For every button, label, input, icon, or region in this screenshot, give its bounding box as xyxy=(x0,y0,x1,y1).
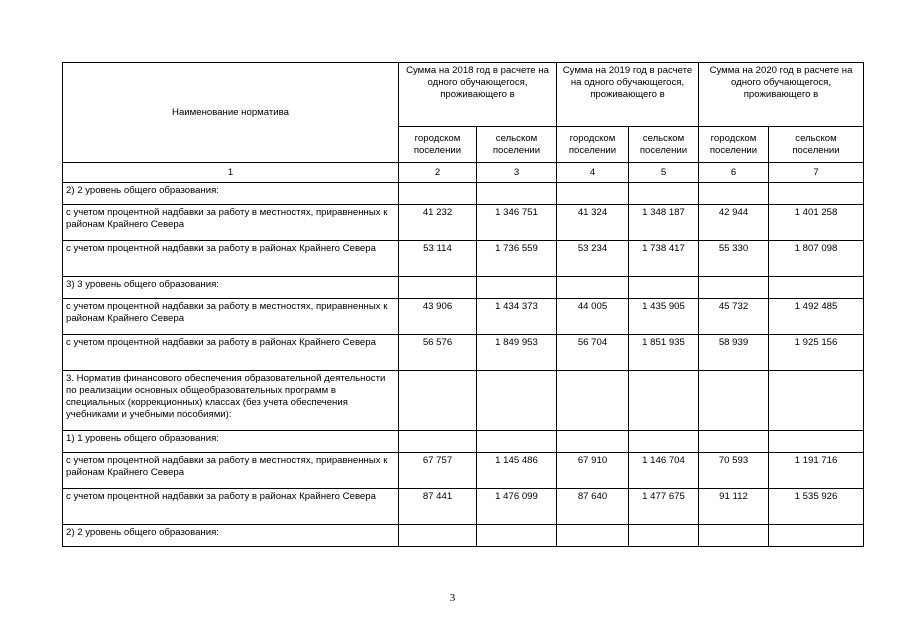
row-value: 1 535 926 xyxy=(769,489,864,525)
row-value: 56 704 xyxy=(557,335,629,371)
table-row xyxy=(63,241,864,277)
row-label: с учетом процентной надбавки за работу в районах Крайнего Севера xyxy=(63,335,399,371)
row-value: 53 114 xyxy=(399,241,477,277)
row-label: с учетом процентной надбавки за работу в районах Крайнего Севера xyxy=(63,489,399,525)
row-value xyxy=(629,431,699,453)
row-label: с учетом процентной надбавки за работу в местностях, приравненных к районам Крайнего Севера xyxy=(63,299,399,335)
header-urban-2018: городском поселении xyxy=(399,127,477,163)
row-value xyxy=(399,277,477,299)
row-value xyxy=(769,431,864,453)
row-value xyxy=(699,525,769,547)
header-year-2018: Сумма на 2018 год в расчете на одного обучающегося, проживающего в xyxy=(399,63,557,127)
row-value: 53 234 xyxy=(557,241,629,277)
header-year-2020: Сумма на 2020 год в расчете на одного обучающегося, проживающего в xyxy=(699,63,864,127)
row-label: 3) 3 уровень общего образования: xyxy=(63,277,399,299)
row-value: 42 944 xyxy=(699,205,769,241)
column-number: 2 xyxy=(399,163,477,183)
table-row xyxy=(63,453,864,489)
row-value: 67 910 xyxy=(557,453,629,489)
row-value: 41 324 xyxy=(557,205,629,241)
header-rural-2020: сельском поселении xyxy=(769,127,864,163)
table-row xyxy=(63,525,864,547)
row-value: 44 005 xyxy=(557,299,629,335)
header-year-2019: Сумма на 2019 год в расчете на одного обучающегося, проживающего в xyxy=(557,63,699,127)
table-row xyxy=(63,299,864,335)
row-value: 1 435 905 xyxy=(629,299,699,335)
norms-table xyxy=(62,62,864,547)
row-value xyxy=(557,183,629,205)
row-value xyxy=(769,525,864,547)
row-value xyxy=(699,431,769,453)
column-number: 1 xyxy=(63,163,399,183)
row-value xyxy=(629,371,699,431)
row-value xyxy=(769,277,864,299)
row-value xyxy=(557,277,629,299)
table-row xyxy=(63,489,864,525)
header-rural-2019: сельском поселении xyxy=(629,127,699,163)
row-value: 87 640 xyxy=(557,489,629,525)
row-value xyxy=(769,183,864,205)
row-value xyxy=(399,525,477,547)
row-value: 1 145 486 xyxy=(477,453,557,489)
row-value xyxy=(557,371,629,431)
row-value: 41 232 xyxy=(399,205,477,241)
row-label: с учетом процентной надбавки за работу в местностях, приравненных к районам Крайнего Севера xyxy=(63,205,399,241)
row-value xyxy=(399,371,477,431)
row-value xyxy=(399,183,477,205)
row-value xyxy=(699,277,769,299)
row-value: 67 757 xyxy=(399,453,477,489)
row-value xyxy=(629,277,699,299)
row-value xyxy=(477,431,557,453)
page-number: 3 xyxy=(449,592,456,604)
row-value xyxy=(399,431,477,453)
row-value: 87 441 xyxy=(399,489,477,525)
column-number: 3 xyxy=(477,163,557,183)
table-body xyxy=(63,183,864,547)
row-value: 1 476 099 xyxy=(477,489,557,525)
row-value xyxy=(629,183,699,205)
row-label: 3. Норматив финансового обеспечения образовательной деятельности по реализации основных общеобразовательных программ в специальных (коррекционных) классах (без учета обеспечения учебниками и учебными пособиями): xyxy=(63,371,399,431)
row-value: 55 330 xyxy=(699,241,769,277)
row-value: 91 112 xyxy=(699,489,769,525)
table-row xyxy=(63,335,864,371)
row-value xyxy=(699,183,769,205)
row-value: 1 736 559 xyxy=(477,241,557,277)
column-number: 5 xyxy=(629,163,699,183)
row-value: 1 346 751 xyxy=(477,205,557,241)
row-value: 1 434 373 xyxy=(477,299,557,335)
row-value: 1 348 187 xyxy=(629,205,699,241)
row-value xyxy=(629,525,699,547)
table-row xyxy=(63,371,864,431)
row-value xyxy=(477,183,557,205)
row-label: 2) 2 уровень общего образования: xyxy=(63,525,399,547)
row-value: 1 807 098 xyxy=(769,241,864,277)
column-number: 7 xyxy=(769,163,864,183)
row-value xyxy=(477,525,557,547)
row-value xyxy=(477,277,557,299)
header-rural-2018: сельском поселении xyxy=(477,127,557,163)
column-number-row xyxy=(63,163,864,183)
row-value: 1 492 485 xyxy=(769,299,864,335)
header-urban-2019: городском поселении xyxy=(557,127,629,163)
row-value: 56 576 xyxy=(399,335,477,371)
row-value xyxy=(477,371,557,431)
row-value: 1 851 935 xyxy=(629,335,699,371)
table-row xyxy=(63,277,864,299)
row-value: 58 939 xyxy=(699,335,769,371)
row-value xyxy=(557,525,629,547)
row-label: 2) 2 уровень общего образования: xyxy=(63,183,399,205)
row-label: 1) 1 уровень общего образования: xyxy=(63,431,399,453)
row-value: 1 146 704 xyxy=(629,453,699,489)
table-row xyxy=(63,183,864,205)
header-urban-2020: городском поселении xyxy=(699,127,769,163)
table-row xyxy=(63,431,864,453)
row-value: 45 732 xyxy=(699,299,769,335)
row-value xyxy=(699,371,769,431)
header-name-column: Наименование норматива xyxy=(63,63,399,163)
table-row xyxy=(63,205,864,241)
row-label: с учетом процентной надбавки за работу в районах Крайнего Севера xyxy=(63,241,399,277)
row-value: 70 593 xyxy=(699,453,769,489)
column-number: 6 xyxy=(699,163,769,183)
row-value xyxy=(557,431,629,453)
row-value: 1 191 716 xyxy=(769,453,864,489)
row-value: 43 906 xyxy=(399,299,477,335)
row-value: 1 925 156 xyxy=(769,335,864,371)
row-value: 1 401 258 xyxy=(769,205,864,241)
row-value: 1 738 417 xyxy=(629,241,699,277)
row-value: 1 849 953 xyxy=(477,335,557,371)
row-value: 1 477 675 xyxy=(629,489,699,525)
column-number: 4 xyxy=(557,163,629,183)
row-value xyxy=(769,371,864,431)
row-label: с учетом процентной надбавки за работу в местностях, приравненных к районам Крайнего Севера xyxy=(63,453,399,489)
